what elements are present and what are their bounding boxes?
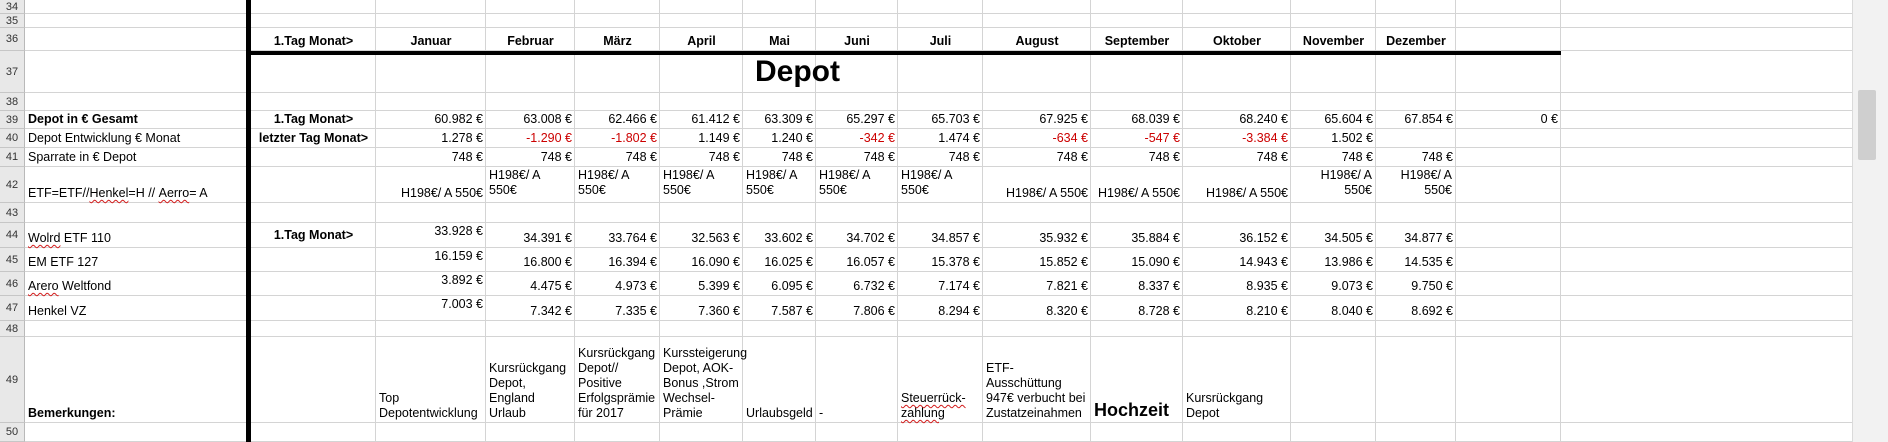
row-header[interactable]: 50 xyxy=(0,423,25,442)
row-header[interactable]: 40 xyxy=(0,129,25,148)
vertical-scrollbar[interactable] xyxy=(1852,0,1888,442)
note-12[interactable] xyxy=(1376,337,1456,423)
sparrate-value[interactable]: 748 € xyxy=(1341,150,1373,164)
label-part: ETF 110 xyxy=(60,231,111,245)
row-header[interactable]: 48 xyxy=(0,321,25,337)
sparrate-value[interactable]: 748 € xyxy=(948,150,980,164)
allocation-value[interactable]: H198€/ A 550€ xyxy=(578,168,629,197)
depot-entwicklung-value[interactable]: -342 € xyxy=(859,131,895,145)
depot-title[interactable]: Depot xyxy=(755,55,840,88)
legend-part: = A xyxy=(189,186,208,200)
tag-monat-44[interactable]: 1.Tag Monat> xyxy=(273,228,354,242)
sparrate-value[interactable]: 748 € xyxy=(451,150,483,164)
henkel-value[interactable]: 7.360 € xyxy=(698,304,740,318)
em-etf-value[interactable]: 16.057 € xyxy=(846,255,895,269)
month-header-9[interactable]: September xyxy=(1104,34,1170,48)
arero-value[interactable]: 9.750 € xyxy=(1411,279,1453,293)
depot-entwicklung-value[interactable]: -1.802 € xyxy=(611,131,657,145)
em-etf-value[interactable]: 14.943 € xyxy=(1239,255,1288,269)
world-etf-value[interactable]: 34.857 € xyxy=(931,231,980,245)
depot-entwicklung-value[interactable]: -634 € xyxy=(1052,131,1088,145)
legend-part: ETF=ETF// xyxy=(28,186,90,200)
em-etf-value[interactable]: 16.090 € xyxy=(691,255,740,269)
row-header[interactable]: 34 xyxy=(0,0,25,14)
month-header-7[interactable]: Juli xyxy=(929,34,952,48)
em-etf-value[interactable]: 15.378 € xyxy=(931,255,980,269)
row-header[interactable]: 44 xyxy=(0,223,25,248)
month-header-1[interactable]: Januar xyxy=(410,34,452,48)
depot-entwicklung-value[interactable]: 1.474 € xyxy=(938,131,980,145)
allocation-value[interactable]: H198€/ A 550€ xyxy=(489,168,540,197)
world-etf-value[interactable]: 34.505 € xyxy=(1324,231,1373,245)
henkel-value[interactable]: 7.003 € xyxy=(441,297,483,311)
sparrate-value[interactable]: 748 € xyxy=(625,150,657,164)
depot-entwicklung-value[interactable]: 1.502 € xyxy=(1331,131,1373,145)
depot-entwicklung-value[interactable]: 1.278 € xyxy=(441,131,483,145)
world-etf-value[interactable]: 35.884 € xyxy=(1131,231,1180,245)
henkel-value[interactable]: 7.342 € xyxy=(530,304,572,318)
allocation-value[interactable]: H198€/ A 550€ xyxy=(1005,186,1088,200)
allocation-value[interactable]: H198€/ A 550€ xyxy=(1400,168,1452,197)
em-etf-value[interactable]: 13.986 € xyxy=(1324,255,1373,269)
label-depot-gesamt[interactable]: Depot in € Gesamt xyxy=(28,112,138,126)
note-4[interactable]: Kurssteigerung Depot, AOK-Bonus ,Strom Wechsel-Prämie xyxy=(663,346,748,420)
em-etf-value[interactable]: 16.800 € xyxy=(523,255,572,269)
depot-gesamt-value[interactable]: 60.982 € xyxy=(434,112,483,126)
scrollbar-thumb[interactable] xyxy=(1858,90,1876,160)
month-header-3[interactable]: März xyxy=(603,34,632,48)
world-etf-value[interactable]: 34.702 € xyxy=(846,231,895,245)
world-etf-value[interactable]: 34.877 € xyxy=(1404,231,1453,245)
sparrate-value[interactable]: 748 € xyxy=(540,150,572,164)
note-7[interactable]: Steuerrück-zahlung xyxy=(901,391,966,420)
note-11[interactable] xyxy=(1291,337,1376,423)
henkel-value[interactable]: 8.320 € xyxy=(1046,304,1088,318)
label-henkel-vz[interactable]: Henkel VZ xyxy=(28,304,87,318)
row-header[interactable]: 38 xyxy=(0,93,25,111)
em-etf-value[interactable]: 16.025 € xyxy=(764,255,813,269)
sparrate-value[interactable]: 748 € xyxy=(1148,150,1180,164)
row-header[interactable]: 46 xyxy=(0,272,25,296)
depot-gesamt-value[interactable]: 68.039 € xyxy=(1131,112,1180,126)
henkel-value[interactable]: 7.806 € xyxy=(853,304,895,318)
month-header-12[interactable]: Dezember xyxy=(1386,34,1446,48)
note-5[interactable]: Urlaubsgeld xyxy=(746,406,813,420)
em-etf-value[interactable]: 16.159 € xyxy=(434,249,483,263)
arero-value[interactable]: 8.337 € xyxy=(1138,279,1180,293)
depot-entwicklung-value[interactable]: -3.384 € xyxy=(1242,131,1288,145)
row-header[interactable]: 36 xyxy=(0,28,25,51)
depot-entwicklung-value[interactable] xyxy=(1376,129,1456,148)
depot-gesamt-value[interactable]: 65.604 € xyxy=(1324,112,1373,126)
henkel-value[interactable]: 7.587 € xyxy=(771,304,813,318)
em-etf-value[interactable]: 15.090 € xyxy=(1131,255,1180,269)
henkel-value[interactable]: 8.692 € xyxy=(1411,304,1453,318)
arero-value[interactable]: 7.821 € xyxy=(1046,279,1088,293)
gridline-row xyxy=(25,13,1852,14)
row-header[interactable]: 45 xyxy=(0,248,25,272)
depot-entwicklung-value[interactable]: 1.149 € xyxy=(698,131,740,145)
allocation-value[interactable]: H198€/ A 550€ xyxy=(663,168,714,197)
depot-entwicklung-value[interactable]: 1.240 € xyxy=(771,131,813,145)
label-depot-entwicklung[interactable]: Depot Entwicklung € Monat xyxy=(28,131,181,145)
note-6[interactable]: - xyxy=(819,406,824,420)
arero-value[interactable]: 4.475 € xyxy=(530,279,572,293)
world-etf-value[interactable]: 35.932 € xyxy=(1039,231,1088,245)
label-world-etf[interactable] xyxy=(25,223,246,248)
row-header[interactable]: 41 xyxy=(0,148,25,167)
allocation-value[interactable]: H198€/ A 550€ xyxy=(901,168,952,197)
legend-part: =H // xyxy=(128,186,159,200)
arero-value[interactable]: 6.732 € xyxy=(853,279,895,293)
row-header[interactable]: 42 xyxy=(0,167,25,203)
henkel-value[interactable]: 8.728 € xyxy=(1138,304,1180,318)
world-etf-value[interactable]: 32.563 € xyxy=(691,231,740,245)
header-tag-monat[interactable]: 1.Tag Monat> xyxy=(273,34,354,48)
depot-gesamt-value[interactable]: 67.854 € xyxy=(1404,112,1453,126)
label-etf-legend[interactable] xyxy=(25,167,246,203)
em-etf-value[interactable]: 15.852 € xyxy=(1039,255,1088,269)
depot-gesamt-value[interactable]: 65.703 € xyxy=(931,112,980,126)
arero-value[interactable]: 3.892 € xyxy=(441,273,483,287)
henkel-value[interactable]: 8.294 € xyxy=(938,304,980,318)
label-em-etf[interactable]: EM ETF 127 xyxy=(28,255,99,269)
sparrate-value[interactable]: 748 € xyxy=(708,150,740,164)
row-header[interactable]: 49 xyxy=(0,337,25,423)
depot-gesamt-value[interactable]: 63.309 € xyxy=(764,112,813,126)
month-header-11[interactable]: November xyxy=(1302,34,1365,48)
month-header-10[interactable]: Oktober xyxy=(1213,34,1261,48)
allocation-value[interactable]: H198€/ A 550€ xyxy=(819,168,870,197)
sparrate-value[interactable]: 748 € xyxy=(781,150,813,164)
arero-value[interactable]: 8.935 € xyxy=(1246,279,1288,293)
allocation-value[interactable]: H198€/ A 550€ xyxy=(400,186,483,200)
henkel-value[interactable]: 8.040 € xyxy=(1331,304,1373,318)
row-header[interactable]: 37 xyxy=(0,51,25,93)
note-1[interactable]: Top Depotentwicklung xyxy=(379,391,478,420)
month-header-2[interactable]: Februar xyxy=(507,34,554,48)
legend-henkel: Henkel xyxy=(89,186,129,200)
label-arero-word: Arero xyxy=(28,279,59,293)
arero-value[interactable]: 6.095 € xyxy=(771,279,813,293)
sparrate-value[interactable]: 748 € xyxy=(863,150,895,164)
row-header[interactable]: 47 xyxy=(0,296,25,321)
month-header-6[interactable]: Juni xyxy=(844,34,870,48)
note-10[interactable]: Kursrückgang Depot xyxy=(1186,391,1264,420)
row-header[interactable]: 35 xyxy=(0,14,25,28)
depot-gesamt-value[interactable]: 62.466 € xyxy=(608,112,657,126)
tag-letzter-tag[interactable]: letzter Tag Monat> xyxy=(258,131,369,145)
depot-gesamt-extra[interactable]: 0 € xyxy=(1540,112,1558,126)
thick-column-border xyxy=(246,0,251,442)
label-wolrd: Wolrd xyxy=(28,231,61,245)
world-etf-value[interactable]: 33.928 € xyxy=(434,224,483,238)
label-arero[interactable] xyxy=(25,272,246,296)
world-etf-value[interactable]: 34.391 € xyxy=(523,231,572,245)
month-header-8[interactable]: August xyxy=(1015,34,1059,48)
world-etf-value[interactable]: 33.602 € xyxy=(764,231,813,245)
note-2[interactable]: Kursrückgang Depot, England Urlaub xyxy=(489,361,567,420)
label-sparrate[interactable]: Sparrate in € Depot xyxy=(28,150,137,164)
gridline-col xyxy=(1560,0,1561,442)
depot-gesamt-value[interactable]: 65.297 € xyxy=(846,112,895,126)
em-etf-value[interactable]: 14.535 € xyxy=(1404,255,1453,269)
note-8[interactable]: ETF-Ausschüttung 947€ verbucht bei Zustatzeinahmen xyxy=(986,361,1086,420)
row-header[interactable]: 43 xyxy=(0,203,25,223)
allocation-value[interactable]: H198€/ A 550€ xyxy=(1205,186,1288,200)
month-header-5[interactable]: Mai xyxy=(769,34,790,48)
legend-aerro: Aerro xyxy=(158,186,190,200)
depot-entwicklung-value[interactable]: -547 € xyxy=(1144,131,1180,145)
arero-value[interactable]: 7.174 € xyxy=(938,279,980,293)
depot-gesamt-value[interactable]: 61.412 € xyxy=(691,112,740,126)
tag-monat-39[interactable]: 1.Tag Monat> xyxy=(273,112,354,126)
note-3[interactable]: Kursrückgang Depot// Positive Erfolgsprämie für 2017 xyxy=(578,346,656,420)
arero-value[interactable]: 4.973 € xyxy=(615,279,657,293)
allocation-value[interactable]: H198€/ A 550€ xyxy=(1320,168,1372,197)
note-9[interactable]: Hochzeit xyxy=(1094,400,1170,420)
sparrate-value[interactable]: 748 € xyxy=(1421,150,1453,164)
label-bemerkungen[interactable]: Bemerkungen: xyxy=(28,406,116,420)
sparrate-value[interactable]: 748 € xyxy=(1256,150,1288,164)
depot-gesamt-value[interactable]: 63.008 € xyxy=(523,112,572,126)
allocation-value[interactable]: H198€/ A 550€ xyxy=(746,168,797,197)
world-etf-value[interactable]: 33.764 € xyxy=(608,231,657,245)
label-part: Weltfond xyxy=(58,279,112,293)
sparrate-value[interactable]: 748 € xyxy=(1056,150,1088,164)
em-etf-value[interactable]: 16.394 € xyxy=(608,255,657,269)
arero-value[interactable]: 5.399 € xyxy=(698,279,740,293)
row-header[interactable]: 39 xyxy=(0,111,25,129)
depot-gesamt-value[interactable]: 68.240 € xyxy=(1239,112,1288,126)
world-etf-value[interactable]: 36.152 € xyxy=(1239,231,1288,245)
henkel-value[interactable]: 7.335 € xyxy=(615,304,657,318)
month-header-4[interactable]: April xyxy=(687,34,716,48)
arero-value[interactable]: 9.073 € xyxy=(1331,279,1373,293)
henkel-value[interactable]: 8.210 € xyxy=(1246,304,1288,318)
depot-gesamt-value[interactable]: 67.925 € xyxy=(1039,112,1088,126)
depot-entwicklung-value[interactable]: -1.290 € xyxy=(526,131,572,145)
allocation-value[interactable]: H198€/ A 550€ xyxy=(1097,186,1180,200)
